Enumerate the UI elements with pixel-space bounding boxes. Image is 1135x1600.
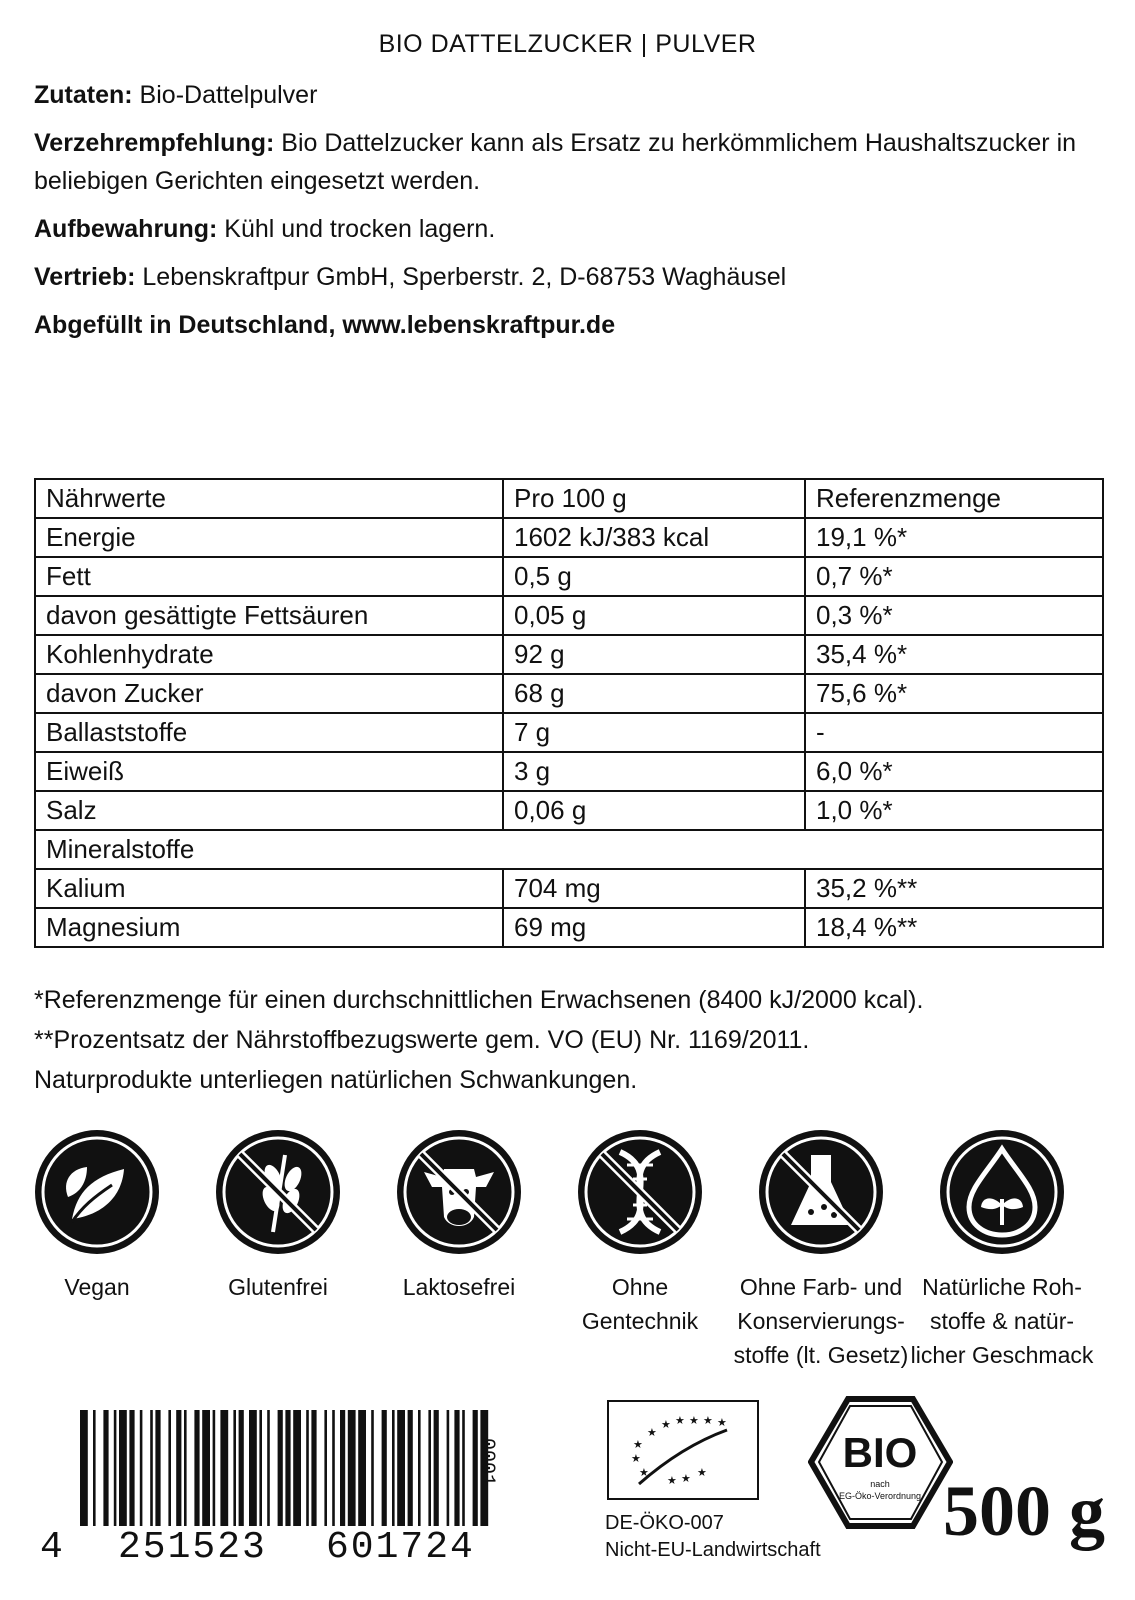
- vegan-leaf-icon: [32, 1127, 162, 1257]
- barcode-bar: [140, 1410, 143, 1526]
- header-nutrients: Nährwerte: [35, 479, 503, 518]
- mineral-header-row: [35, 830, 1103, 869]
- nutrient-reference: 35,4 %*: [805, 635, 1103, 674]
- natural-drop-plant-icon: [937, 1127, 1067, 1257]
- bio-seal-subtext-1: nach: [870, 1479, 890, 1489]
- nutrient-reference: -: [805, 713, 1103, 752]
- svg-text:★: ★: [703, 1414, 713, 1427]
- no-gmo-dna-icon: [575, 1127, 705, 1257]
- svg-text:★: ★: [661, 1418, 671, 1431]
- nutrient-reference: 0,3 %*: [805, 596, 1103, 635]
- svg-text:★: ★: [633, 1438, 643, 1451]
- barcode-bar: [397, 1410, 405, 1526]
- badge-label-no-gmo: Ohne Gentechnik: [581, 1274, 699, 1334]
- nutrition-header-row: [35, 479, 1103, 518]
- eu-leaf-icon: [609, 1402, 757, 1498]
- barcode-bar: [358, 1410, 366, 1526]
- barcode-bar: [114, 1410, 117, 1526]
- table-row: [35, 635, 1103, 674]
- barcode-bar: [285, 1410, 290, 1526]
- ingredients-line: [34, 76, 1094, 114]
- recommendation-line: [34, 124, 1094, 200]
- header-reference: Referenzmenge: [805, 479, 1103, 518]
- table-row: [35, 791, 1103, 830]
- storage-label: Aufbewahrung:: [34, 215, 218, 243]
- organic-code: DE-ÖKO-007: [605, 1512, 724, 1534]
- storage-line: [34, 210, 1094, 248]
- recommendation-label: Verzehrempfehlung:: [34, 129, 275, 157]
- barcode-bar: [447, 1410, 450, 1526]
- table-row: [35, 596, 1103, 635]
- nutrient-amount: 92 g: [503, 635, 805, 674]
- barcode-bar: [454, 1410, 459, 1526]
- barcode-bar: [348, 1410, 356, 1526]
- badge-label-natural: Natürliche Roh- stoffe & natür- licher Geschmack: [910, 1274, 1094, 1368]
- barcode-bar: [392, 1410, 395, 1526]
- badge-label-no-preservatives: Ohne Farb- und Konservierungs- stoffe (lt. Gesetz): [733, 1274, 909, 1368]
- organic-origin: Nicht-EU-Landwirtschaft: [605, 1539, 821, 1561]
- badge-label-glutenfree: Glutenfrei: [228, 1274, 328, 1300]
- barcode-bar: [340, 1410, 345, 1526]
- footnotes: [34, 980, 923, 1100]
- barcode-bar: [408, 1410, 413, 1526]
- barcode-bar: [233, 1410, 236, 1526]
- mineral-reference: 35,2 %**: [805, 869, 1103, 908]
- nutrient-name: Kohlenhydrate: [35, 635, 503, 674]
- organic-control-info: [605, 1510, 821, 1564]
- barcode-bar: [267, 1410, 270, 1526]
- barcode-bar: [371, 1410, 374, 1526]
- barcode-bar: [324, 1410, 327, 1526]
- barcode-bar: [293, 1410, 301, 1526]
- table-row: [35, 557, 1103, 596]
- nutrient-reference: 1,0 %*: [805, 791, 1103, 830]
- eu-organic-logo: [607, 1400, 759, 1500]
- barcode-bar: [382, 1410, 387, 1526]
- barcode-bar: [168, 1410, 171, 1526]
- no-preservatives-flask-icon: [756, 1127, 886, 1257]
- barcode-bar: [428, 1410, 431, 1526]
- barcode-bar: [119, 1410, 127, 1526]
- barcode-bar: [259, 1410, 262, 1526]
- ingredients-value: Bio-Dattelpulver: [132, 81, 318, 109]
- table-row: [35, 869, 1103, 908]
- header-per-100g: Pro 100 g: [503, 479, 805, 518]
- nutrient-name: Eiweiß: [35, 752, 503, 791]
- nutrient-name: Energie: [35, 518, 503, 557]
- svg-text:★: ★: [717, 1416, 727, 1429]
- table-row: [35, 674, 1103, 713]
- mineral-name: Magnesium: [35, 908, 503, 947]
- barcode-bar: [202, 1410, 210, 1526]
- nutrient-name: Fett: [35, 557, 503, 596]
- ingredients-label: Zutaten:: [34, 81, 133, 109]
- nutrient-reference: 0,7 %*: [805, 557, 1103, 596]
- barcode-bar: [129, 1410, 134, 1526]
- barcode-bar: [249, 1410, 257, 1526]
- nutrient-name: Ballaststoffe: [35, 713, 503, 752]
- badge-label-lactosefree: Laktosefrei: [402, 1274, 516, 1300]
- nutrient-reference: 6,0 %*: [805, 752, 1103, 791]
- nutrient-name: Salz: [35, 791, 503, 830]
- barcode-bar: [306, 1410, 309, 1526]
- nutrient-reference: 75,6 %*: [805, 674, 1103, 713]
- mineral-reference: 18,4 %**: [805, 908, 1103, 947]
- badge-label-vegan: Vegan: [64, 1274, 130, 1300]
- footnote-percentage: **Prozentsatz der Nährstoffbezugswerte gem. VO (EU) Nr. 1169/2011.: [34, 1026, 810, 1054]
- barcode-bar: [434, 1410, 439, 1526]
- nutrient-amount: 0,06 g: [503, 791, 805, 830]
- net-weight: 500 g: [943, 1471, 1105, 1551]
- mineral-name: Kalium: [35, 869, 503, 908]
- barcode-bar: [462, 1410, 465, 1526]
- storage-value: Kühl und trocken lagern.: [217, 215, 496, 243]
- table-row: [35, 518, 1103, 557]
- barcode-bar: [418, 1410, 421, 1526]
- mineral-amount: 69 mg: [503, 908, 805, 947]
- barcode-bar: [80, 1410, 88, 1526]
- nutrient-amount: 7 g: [503, 713, 805, 752]
- barcode-bar: [184, 1410, 187, 1526]
- nutrient-amount: 0,5 g: [503, 557, 805, 596]
- nutrient-name: davon gesättigte Fettsäuren: [35, 596, 503, 635]
- table-row: [35, 713, 1103, 752]
- table-row: [35, 908, 1103, 947]
- barcode-bar: [332, 1410, 335, 1526]
- barcode-bar: [103, 1410, 108, 1526]
- distribution-line: [34, 258, 1094, 296]
- svg-text:★: ★: [681, 1472, 691, 1485]
- barcode-bar: [278, 1410, 283, 1526]
- svg-text:★: ★: [631, 1452, 641, 1465]
- svg-text:★: ★: [697, 1466, 707, 1479]
- recommendation-value: Bio Dattelzucker kann als Ersatz zu herkömmlichem Haushaltszucker in beliebigen Gerichten eingesetzt werden.: [34, 129, 1077, 195]
- barcode-bar: [93, 1410, 96, 1526]
- bottled-line: [34, 306, 1094, 344]
- nutrition-table: [34, 478, 1104, 948]
- nutrient-amount: 3 g: [503, 752, 805, 791]
- svg-text:★: ★: [647, 1426, 657, 1439]
- nutrient-reference: 19,1 %*: [805, 518, 1103, 557]
- barcode-first-digit: 4: [40, 1526, 65, 1569]
- nutrient-amount: 68 g: [503, 674, 805, 713]
- svg-text:★: ★: [675, 1414, 685, 1427]
- barcode-bar: [150, 1410, 153, 1526]
- bio-seal-text: BIO: [842, 1429, 918, 1476]
- no-gluten-wheat-icon: [213, 1127, 343, 1257]
- svg-text:★: ★: [689, 1414, 699, 1427]
- table-row: [35, 752, 1103, 791]
- svg-text:★: ★: [667, 1474, 677, 1487]
- distribution-label: Vertrieb:: [34, 263, 136, 291]
- nutrient-amount: 1602 kJ/383 kcal: [503, 518, 805, 557]
- svg-text:★: ★: [639, 1466, 649, 1479]
- bio-seal-subtext-2: EG-Öko-Verordnung: [838, 1491, 922, 1501]
- mineral-amount: 704 mg: [503, 869, 805, 908]
- barcode-right-group: 601724: [326, 1526, 475, 1569]
- barcode-left-group: 251523: [118, 1526, 267, 1569]
- barcode-bar: [155, 1410, 160, 1526]
- nutrient-amount: 0,05 g: [503, 596, 805, 635]
- barcode-bar: [239, 1410, 244, 1526]
- barcode: [80, 1410, 490, 1526]
- nutrient-name: davon Zucker: [35, 674, 503, 713]
- no-lactose-cow-icon: [394, 1127, 524, 1257]
- footnote-reference: *Referenzmenge für einen durchschnittlichen Erwachsenen (8400 kJ/2000 kcal).: [34, 986, 924, 1014]
- product-title: BIO DATTELZUCKER | PULVER: [378, 30, 757, 58]
- distribution-value: Lebenskraftpur GmbH, Sperberstr. 2, D-68753 Waghäusel: [135, 263, 787, 291]
- barcode-bar: [176, 1410, 181, 1526]
- bio-seal-icon: [808, 1395, 953, 1530]
- barcode-bar: [311, 1410, 316, 1526]
- footnote-natural: Naturprodukte unterliegen natürlichen Schwankungen.: [34, 1066, 638, 1094]
- barcode-side-code: 0001: [475, 1438, 498, 1487]
- mineral-header: Mineralstoffe: [35, 830, 1103, 869]
- barcode-bar: [194, 1410, 199, 1526]
- barcode-bar: [213, 1410, 216, 1526]
- bottled-text: Abgefüllt in Deutschland, www.lebenskraftpur.de: [34, 311, 616, 339]
- barcode-bar: [220, 1410, 228, 1526]
